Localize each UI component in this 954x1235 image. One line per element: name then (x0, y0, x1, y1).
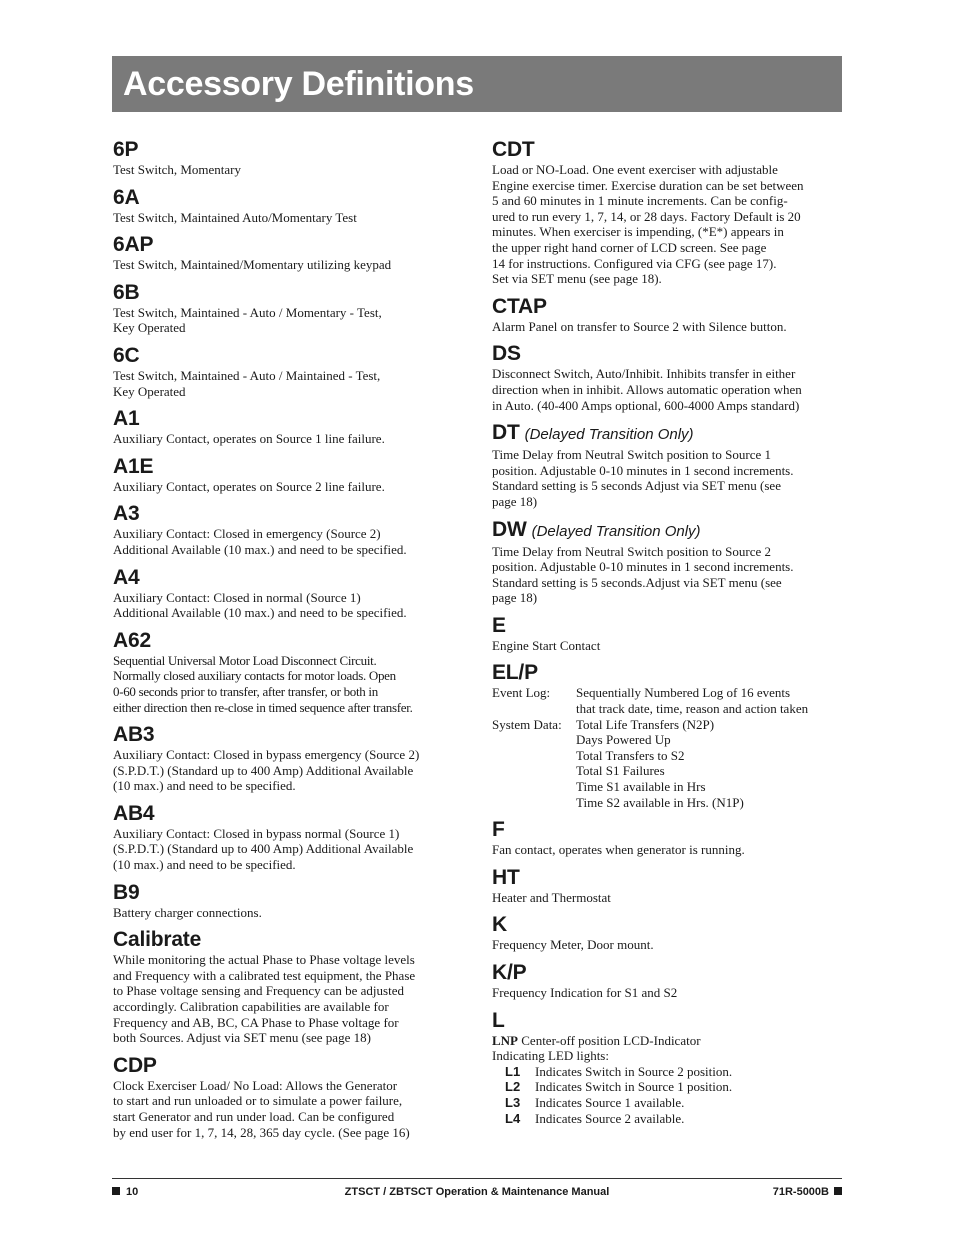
term-label: CDT (492, 138, 535, 161)
entry-ctap (492, 295, 842, 335)
entry-6p (113, 138, 465, 178)
doc-number: 71R-5000B (772, 1186, 829, 1198)
term-heading (492, 421, 842, 447)
term-label: A4 (113, 565, 140, 589)
term-description: Test Switch, Maintained Auto/Momentary Test (113, 209, 357, 225)
entry-elp (492, 661, 842, 810)
term-label: EL/P (492, 661, 538, 685)
elp-log-table (492, 685, 842, 810)
term-description: Battery charger connections. (113, 904, 262, 920)
system-data-line: Total Transfers to S2 (576, 747, 685, 763)
system-data-line: Total Life Transfers (N2P) (576, 716, 715, 732)
led-text: Indicates Switch in Source 2 position. (535, 1063, 733, 1079)
system-data-row (492, 717, 842, 811)
entry-a62 (113, 629, 465, 715)
entry-k (492, 913, 842, 953)
term-label: A1E (113, 454, 154, 478)
title-banner (112, 56, 842, 112)
term-description: Frequency Indication for S1 and S2 (492, 985, 678, 1000)
term-description: Time Delay from Neutral Switch position to Source 2 position. Adjustable 0-10 minutes in 1 second increments. Standard setting is 5 seconds.Adjust via SET menu (see page 18) (492, 543, 794, 606)
event-log-row (492, 685, 842, 716)
entry-dt (492, 421, 842, 509)
system-data-label: System Data: (492, 716, 562, 732)
term-label: DS (492, 342, 521, 366)
term-note: (Delayed Transition Only) (524, 426, 694, 444)
term-label: HT (492, 865, 520, 889)
term-label: 6AP (113, 233, 154, 257)
term-label: AB4 (113, 801, 155, 825)
event-log-label: Event Log: (492, 685, 551, 701)
right-column (492, 138, 842, 1126)
lnp-line (492, 1033, 842, 1049)
term-label: AB3 (113, 723, 155, 747)
led-text: Indicates Source 1 available. (535, 1094, 685, 1110)
term-label: L (492, 1008, 505, 1032)
event-log-line: that track date, time, reason and action taken (576, 701, 809, 717)
term-description: Test Switch, Maintained - Auto / Momentary - Test, Key Operated (113, 304, 382, 336)
led-item (492, 1064, 842, 1080)
entry-a4 (113, 566, 465, 621)
event-log-values (576, 685, 808, 716)
entry-a3 (113, 502, 465, 557)
system-data-line: Time S1 available in Hrs (576, 779, 706, 795)
entry-ab4 (113, 802, 465, 873)
leds-intro: Indicating LED lights: (492, 1048, 609, 1064)
led-code: L1 (505, 1063, 521, 1079)
term-label: 6C (113, 343, 140, 367)
entry-a1 (113, 407, 465, 447)
entry-l (492, 1009, 842, 1127)
system-data-values (576, 717, 744, 811)
term-label: F (492, 818, 505, 842)
term-description: Auxiliary Contact, operates on Source 1 line failure. (113, 431, 385, 447)
term-label: K/P (492, 961, 527, 984)
entry-6ap (113, 233, 465, 273)
led-text: Indicates Source 2 available. (535, 1110, 685, 1126)
term-description: Load or NO-Load. One event exerciser with adjustable Engine exercise timer. Exercise duration can be set between 5 and 60 minutes in 1 minute increments. Can be config- ured to run every 1, 7, 14, or 28 days. Factory Default is 20 minutes. When exerciser is impending, (*E*) appears in the upper right hand corner of LCD screen. See page 14 for instructions. Configured via CFG (see page 17). Set via SET menu (see page 18). (492, 162, 804, 287)
term-label: A62 (113, 628, 151, 652)
term-label: E (492, 613, 506, 637)
term-label: A3 (113, 502, 140, 526)
system-data-line: Total S1 Failures (576, 763, 665, 779)
page-number: 10 (126, 1186, 139, 1198)
term-label: B9 (113, 880, 140, 904)
led-text: Indicates Switch in Source 1 position. (535, 1079, 733, 1095)
term-description: Auxiliary Contact: Closed in emergency (Source 2) Additional Available (10 max.) and need to be specified. (113, 526, 407, 557)
term-description: Auxiliary Contact: Closed in bypass emergency (Source 2) (S.P.D.T.) (Standard up to 400 Amp) Additional Available (10 max.) and need to be specified. (113, 747, 420, 794)
term-label: CTAP (492, 294, 547, 318)
footer-manual-title: ZTSCT / ZBTSCT Operation & Maintenance Manual (344, 1186, 610, 1198)
term-description: Alarm Panel on transfer to Source 2 with Silence button. (492, 318, 787, 334)
page-title: Accessory Definitions (123, 65, 474, 103)
entry-a1e (113, 455, 465, 495)
term-label: 6A (113, 185, 140, 209)
entry-6c (113, 344, 465, 399)
led-code: L3 (505, 1094, 521, 1110)
entry-f (492, 818, 842, 858)
event-log-line: Sequentially Numbered Log of 16 events (576, 685, 791, 701)
term-description: Heater and Thermostat (492, 889, 611, 905)
term-label: 6P (113, 138, 139, 161)
led-item (492, 1095, 842, 1111)
led-code: L4 (505, 1110, 521, 1126)
term-description: Frequency Meter, Door mount. (492, 937, 654, 953)
term-description: Auxiliary Contact: Closed in bypass normal (Source 1) (S.P.D.T.) (Standard up to 400 Amp) Additional Available (10 max.) and need to be specified. (113, 825, 414, 873)
footer-doc-number (773, 1186, 842, 1198)
term-description: Sequential Universal Motor Load Disconnect Circuit. Normally closed auxiliary contacts for motor loads. Open 0-60 seconds prior to transfer, after transfer, or both in either direction then re-close in timed sequence after transfer. (113, 652, 413, 715)
term-label: DW (492, 517, 527, 541)
term-description: Fan contact, operates when generator is running. (492, 842, 745, 858)
square-bullet-icon (834, 1187, 842, 1195)
led-code: L2 (505, 1079, 521, 1095)
led-item (492, 1111, 842, 1127)
entry-ds (492, 342, 842, 413)
led-item (492, 1079, 842, 1095)
entry-dw (492, 518, 842, 606)
term-description: Time Delay from Neutral Switch position to Source 1 position. Adjustable 0-10 minutes in 1 second increments. Standard setting is 5 seconds Adjust via SET menu (see page 18) (492, 447, 794, 509)
term-description: While monitoring the actual Phase to Phase voltage levels and Frequency with a calibrated test equipment, the Phase to Phase voltage sensing and Frequency can be adjusted accordingly. Calibration capabilities are available for Frequency and AB, BC, CA Phase to Phase voltage for both Sources. Adjust via SET menu (see page 18) (113, 952, 416, 1046)
entry-6a (113, 186, 465, 226)
term-heading (492, 518, 842, 544)
footer-rule (112, 1178, 842, 1179)
entry-ht (492, 866, 842, 906)
entry-e (492, 614, 842, 654)
entry-ab3 (113, 723, 465, 794)
lnp-text: Center-off position LCD-Indicator (518, 1032, 701, 1048)
term-description: Test Switch, Maintained/Momentary utilizing keypad (113, 257, 392, 273)
term-description: Auxiliary Contact, operates on Source 2 line failure. (113, 478, 385, 494)
entry-cdp (113, 1054, 465, 1140)
term-description: Test Switch, Maintained - Auto / Maintained - Test, Key Operated (113, 367, 381, 399)
entry-calibrate (113, 928, 465, 1046)
entry-cdt (492, 138, 842, 287)
term-label: 6B (113, 280, 140, 304)
term-label: Calibrate (113, 928, 202, 952)
term-description: Clock Exerciser Load/ No Load: Allows the Generator to start and run unloaded or to simulate a power failure, start Generator and run under load. Can be configured by end user for 1, 7, 14, 28, 365 day cycle. (See page 16) (113, 1077, 410, 1140)
system-data-line: Time S2 available in Hrs. (N1P) (576, 794, 744, 810)
entry-b9 (113, 881, 465, 921)
term-description: Auxiliary Contact: Closed in normal (Source 1) Additional Available (10 max.) and need to be specified. (113, 589, 407, 621)
system-data-line: Days Powered Up (576, 732, 671, 748)
term-label: K (492, 913, 507, 937)
term-label: DT (492, 421, 520, 445)
left-column (113, 138, 465, 1148)
term-description: Test Switch, Momentary (113, 162, 241, 177)
entry-6b (113, 281, 465, 336)
term-description: Disconnect Switch, Auto/Inhibit. Inhibits transfer in either direction when in inhibit. Allows automatic operation when in Auto. (40-400 Amps optional, 600-4000 Amps standard) (492, 366, 802, 413)
entry-kp (492, 961, 842, 1001)
term-note: (Delayed Transition Only) (531, 522, 701, 540)
term-label: CDP (113, 1053, 157, 1077)
term-label: A1 (113, 407, 140, 431)
term-description: Engine Start Contact (492, 637, 601, 653)
lnp-code: LNP (492, 1032, 518, 1048)
